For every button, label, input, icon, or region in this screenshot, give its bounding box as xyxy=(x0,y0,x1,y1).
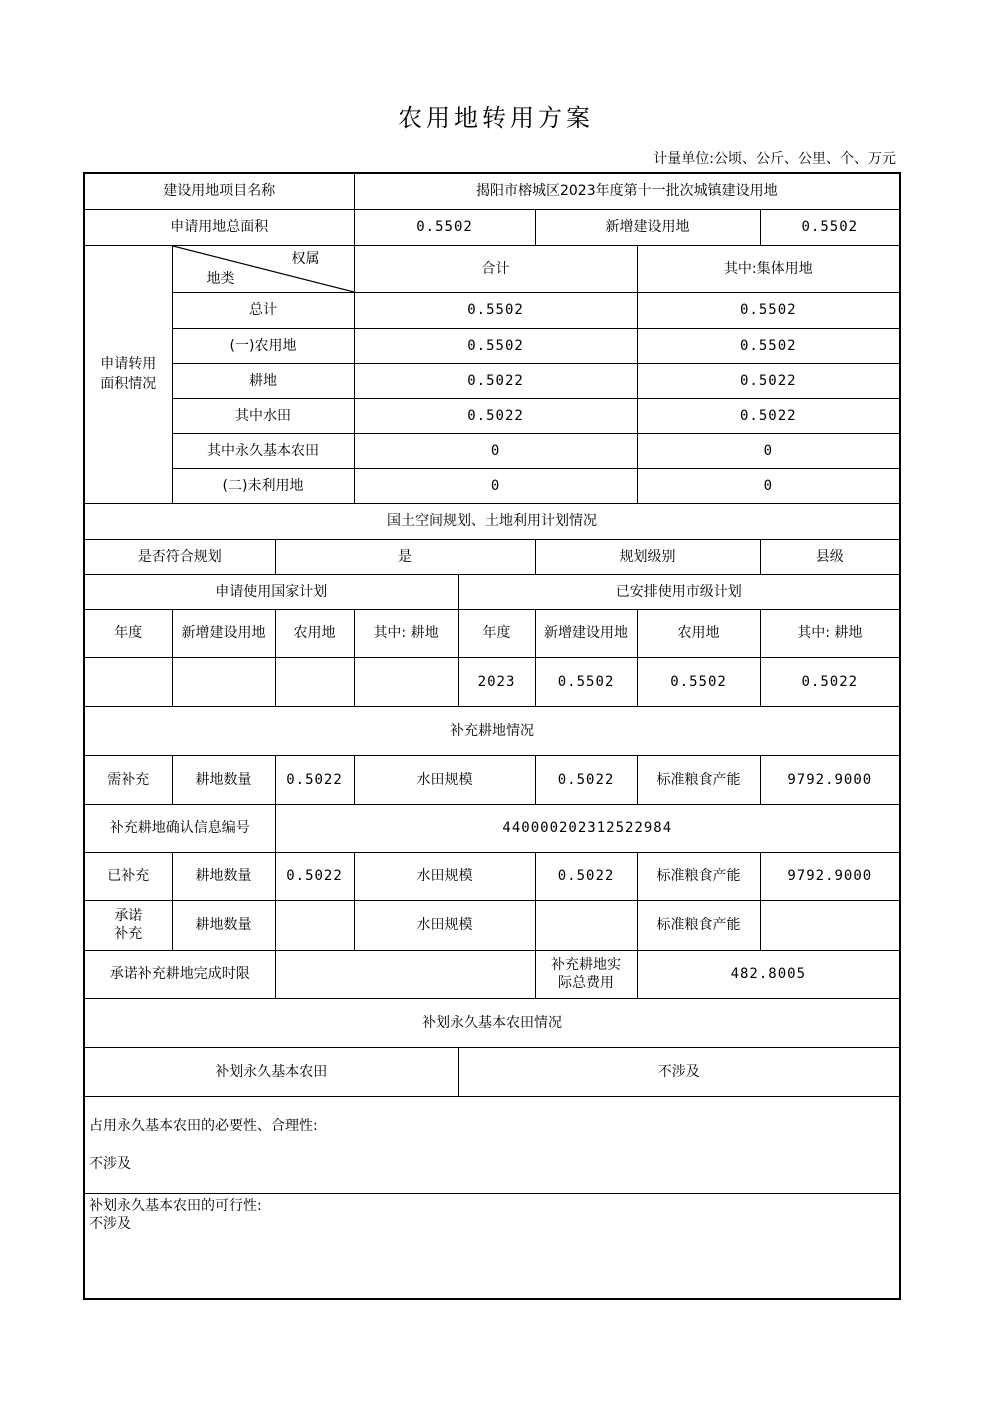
national-plan-label: 申请使用国家计划 xyxy=(84,574,458,609)
diagonal-header-cell xyxy=(172,245,354,292)
planning-header: 国土空间规划、土地利用计划情况 xyxy=(84,503,900,539)
conversion-row-label: (一)农用地 xyxy=(172,328,354,363)
conversion-row-label: 其中水田 xyxy=(172,398,354,433)
supplement-header: 补充耕地情况 xyxy=(84,706,900,755)
national-agri xyxy=(275,657,354,706)
need-qty-label: 耕地数量 xyxy=(172,755,275,804)
conversion-row-total: 0.5022 xyxy=(354,363,637,398)
deadline-value xyxy=(275,950,535,998)
conversion-row-collective: 0 xyxy=(637,468,900,503)
col-collective-header: 其中:集体用地 xyxy=(637,245,900,292)
conversion-row-label: (二)未利用地 xyxy=(172,468,354,503)
promise-qty-value xyxy=(275,900,354,950)
national-year xyxy=(84,657,172,706)
promise-paddy-value xyxy=(535,900,637,950)
cost-label: 补充耕地实际总费用 xyxy=(535,950,637,998)
national-cultivated xyxy=(354,657,458,706)
feasibility-label: 补划永久基本农田的可行性: xyxy=(89,1197,262,1214)
conversion-row xyxy=(84,363,900,398)
national-col-year: 年度 xyxy=(84,609,172,657)
farmland-header-row xyxy=(84,998,900,1047)
diagonal-top-label: 权属 xyxy=(291,250,320,267)
necessity-label: 占用永久基本农田的必要性、合理性: xyxy=(89,1117,318,1134)
farmland-header: 补划永久基本农田情况 xyxy=(84,998,900,1047)
total-area-row xyxy=(84,209,900,245)
confirm-row xyxy=(84,804,900,852)
conversion-row-label: 总计 xyxy=(172,292,354,328)
total-area-label: 申请用地总面积 xyxy=(84,209,354,245)
necessity-cell xyxy=(84,1096,900,1193)
conversion-row xyxy=(84,398,900,433)
promise-grain-value xyxy=(760,900,900,950)
conversion-row xyxy=(84,433,900,468)
farmland-row xyxy=(84,1047,900,1096)
feasibility-cell xyxy=(84,1193,900,1299)
done-qty-label: 耕地数量 xyxy=(172,852,275,900)
page-title: 农用地转用方案 xyxy=(398,104,594,132)
diagonal-line xyxy=(173,246,354,292)
project-name-value: 揭阳市榕城区2023年度第十一批次城镇建设用地 xyxy=(354,173,900,209)
project-name-row xyxy=(84,173,900,209)
need-paddy-value: 0.5022 xyxy=(535,755,637,804)
promise-paddy-label: 水田规模 xyxy=(354,900,535,950)
done-grain-label: 标准粮食产能 xyxy=(637,852,760,900)
conversion-row-collective: 0.5502 xyxy=(637,328,900,363)
done-supplement-row xyxy=(84,852,900,900)
conversion-row xyxy=(84,328,900,363)
city-year: 2023 xyxy=(458,657,535,706)
confirm-label: 补充耕地确认信息编号 xyxy=(84,804,275,852)
plan-level-value: 县级 xyxy=(760,539,900,574)
project-name-label: 建设用地项目名称 xyxy=(84,173,354,209)
conversion-row-label: 耕地 xyxy=(172,363,354,398)
need-qty-value: 0.5022 xyxy=(275,755,354,804)
plan-level-label: 规划级别 xyxy=(535,539,760,574)
done-label: 已补充 xyxy=(84,852,172,900)
conversion-row-total: 0 xyxy=(354,468,637,503)
feasibility-value: 不涉及 xyxy=(89,1215,131,1232)
need-label: 需补充 xyxy=(84,755,172,804)
city-col-year: 年度 xyxy=(458,609,535,657)
city-agri: 0.5502 xyxy=(637,657,760,706)
necessity-value: 不涉及 xyxy=(89,1155,131,1172)
need-supplement-row xyxy=(84,755,900,804)
conversion-header-row xyxy=(84,245,900,292)
national-col-new: 新增建设用地 xyxy=(172,609,275,657)
promise-qty-label: 耕地数量 xyxy=(172,900,275,950)
national-new xyxy=(172,657,275,706)
promise-grain-label: 标准粮食产能 xyxy=(637,900,760,950)
confirm-value: 440000202312522984 xyxy=(275,804,900,852)
city-new: 0.5502 xyxy=(535,657,637,706)
new-construction-label: 新增建设用地 xyxy=(535,209,760,245)
need-grain-label: 标准粮食产能 xyxy=(637,755,760,804)
conversion-section-label: 申请转用面积情况 xyxy=(84,245,172,503)
total-area-value: 0.5502 xyxy=(354,209,535,245)
plan-values-row xyxy=(84,657,900,706)
promise-label: 承诺补充 xyxy=(84,900,172,950)
conform-label: 是否符合规划 xyxy=(84,539,275,574)
need-grain-value: 9792.9000 xyxy=(760,755,900,804)
conversion-row-total: 0 xyxy=(354,433,637,468)
conversion-row-label: 其中永久基本农田 xyxy=(172,433,354,468)
done-paddy-label: 水田规模 xyxy=(354,852,535,900)
farmland-label: 补划永久基本农田 xyxy=(84,1047,458,1096)
conversion-row-total: 0.5502 xyxy=(354,328,637,363)
city-cultivated: 0.5022 xyxy=(760,657,900,706)
conversion-row xyxy=(84,468,900,503)
conversion-row-collective: 0.5502 xyxy=(637,292,900,328)
need-paddy-label: 水田规模 xyxy=(354,755,535,804)
national-col-cultivated: 其中: 耕地 xyxy=(354,609,458,657)
planning-header-row xyxy=(84,503,900,539)
conform-value: 是 xyxy=(275,539,535,574)
city-col-cultivated: 其中: 耕地 xyxy=(760,609,900,657)
planning-conform-row xyxy=(84,539,900,574)
diagonal-bottom-label: 地类 xyxy=(206,270,235,287)
col-total-header: 合计 xyxy=(354,245,637,292)
necessity-row xyxy=(84,1096,900,1193)
conversion-form-table xyxy=(83,172,901,1300)
done-paddy-value: 0.5022 xyxy=(535,852,637,900)
conversion-row-collective: 0 xyxy=(637,433,900,468)
national-col-agri: 农用地 xyxy=(275,609,354,657)
conversion-row xyxy=(84,292,900,328)
done-grain-value: 9792.9000 xyxy=(760,852,900,900)
deadline-label: 承诺补充耕地完成时限 xyxy=(84,950,275,998)
conversion-row-total: 0.5502 xyxy=(354,292,637,328)
plan-type-row xyxy=(84,574,900,609)
promise-supplement-row xyxy=(84,900,900,950)
plan-columns-row xyxy=(84,609,900,657)
feasibility-row xyxy=(84,1193,900,1299)
conversion-row-collective: 0.5022 xyxy=(637,363,900,398)
new-construction-value: 0.5502 xyxy=(760,209,900,245)
farmland-value: 不涉及 xyxy=(458,1047,900,1096)
city-col-agri: 农用地 xyxy=(637,609,760,657)
cost-value: 482.8005 xyxy=(637,950,900,998)
city-plan-label: 已安排使用市级计划 xyxy=(458,574,900,609)
conversion-row-total: 0.5022 xyxy=(354,398,637,433)
deadline-row xyxy=(84,950,900,998)
conversion-row-collective: 0.5022 xyxy=(637,398,900,433)
done-qty-value: 0.5022 xyxy=(275,852,354,900)
city-col-new: 新增建设用地 xyxy=(535,609,637,657)
unit-note: 计量单位:公顷、公斤、公里、个、万元 xyxy=(653,151,896,167)
supplement-header-row xyxy=(84,706,900,755)
